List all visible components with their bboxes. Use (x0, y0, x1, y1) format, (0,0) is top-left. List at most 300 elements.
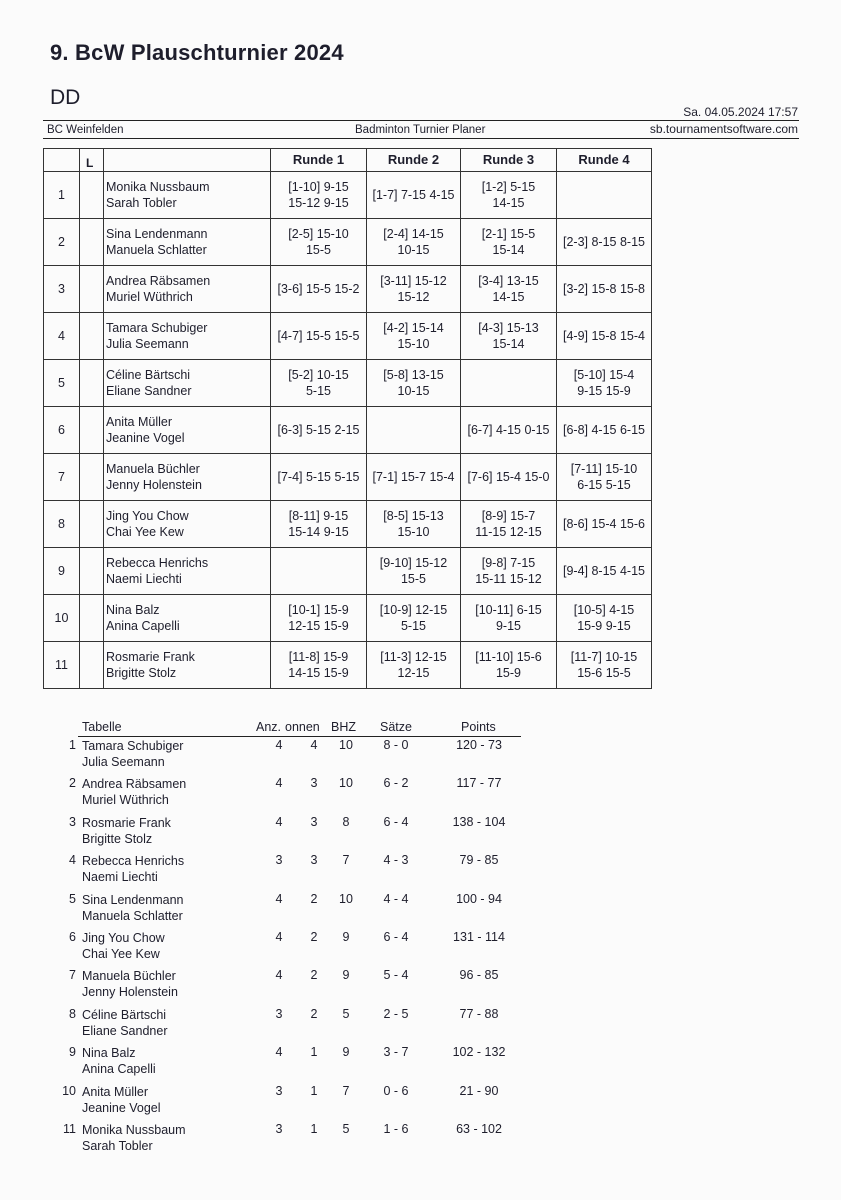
row-number: 7 (44, 454, 80, 501)
result-line: 12-15 15-9 (288, 619, 349, 633)
result-cell-round-3 (461, 454, 557, 501)
result-cell-round-1 (271, 548, 367, 595)
result-line: [4-9] 15-8 15-4 (563, 329, 645, 343)
pair-names (104, 454, 271, 501)
result-cell-round-1 (271, 595, 367, 642)
player-name: Muriel Wüthrich (82, 793, 169, 808)
standings-sets: 8 - 0 (383, 738, 409, 752)
grid-row (44, 595, 652, 642)
grid-row (44, 454, 652, 501)
standings-played: 4 (275, 1045, 283, 1060)
grid-row (44, 313, 652, 360)
standings-row (0, 815, 841, 853)
result-line: [2-1] 15-5 (481, 227, 536, 241)
grid-row (44, 407, 652, 454)
player-name: Naemi Liechti (82, 870, 158, 885)
header-names (104, 149, 271, 172)
result-line: 6-15 5-15 (577, 478, 631, 492)
row-l-cell (80, 595, 104, 642)
standings-title: Tabelle (82, 720, 122, 734)
grid-row (44, 501, 652, 548)
result-line: 11-15 12-15 (475, 525, 542, 539)
result-cell-round-2 (367, 454, 461, 501)
result-line: 15-14 (492, 243, 525, 257)
result-line: 10-15 (397, 243, 430, 257)
result-line: [10-1] 15-9 (288, 603, 349, 617)
row-number: 1 (44, 172, 80, 219)
result-line: [6-3] 5-15 2-15 (277, 423, 360, 437)
pair-names (104, 360, 271, 407)
result-cell-round-2 (367, 313, 461, 360)
standings-row (0, 968, 841, 1006)
standings-bhz: 7 (342, 853, 350, 868)
result-cell-round-3 (461, 642, 557, 689)
standings-pair (82, 930, 165, 962)
player-name: Jing You Chow (106, 509, 189, 523)
result-line: [9-10] 15-12 (379, 556, 448, 570)
standings-row (0, 1007, 841, 1045)
result-cell-round-1 (271, 360, 367, 407)
result-cell-round-4 (557, 501, 652, 548)
standings-won: 3 (310, 776, 318, 791)
result-cell-round-1 (271, 266, 367, 313)
grid-row (44, 172, 652, 219)
standings-sets: 1 - 6 (383, 1122, 409, 1136)
player-name: Manuela Schlatter (82, 908, 183, 923)
result-line: 15-12 (397, 290, 430, 304)
page-title: 9. BcW Plauschturnier 2024 (50, 40, 344, 65)
result-line: [6-8] 4-15 6-15 (563, 423, 645, 437)
pair-names (104, 266, 271, 313)
result-cell-round-4 (557, 313, 652, 360)
standings-header-bhz: BHZ (331, 720, 356, 734)
player-name: Jenny Holenstein (106, 478, 202, 492)
standings-sets: 3 - 7 (383, 1045, 409, 1060)
standings-header-won: onnen (285, 720, 320, 734)
result-line: 14-15 (492, 196, 525, 210)
standings-played: 3 (275, 1006, 283, 1021)
result-cell-round-4 (557, 595, 652, 642)
standings-bhz: 10 (339, 891, 353, 906)
standings-bhz: 7 (342, 1083, 350, 1098)
pair-names (104, 642, 271, 689)
standings-won: 1 (310, 1045, 318, 1060)
standings-won: 3 (310, 814, 318, 829)
result-cell-round-4 (557, 172, 652, 219)
player-name: Andrea Räbsamen (106, 274, 211, 288)
result-line: [3-6] 15-5 15-2 (277, 282, 360, 296)
standings-pair (82, 968, 178, 1000)
row-l-cell (80, 313, 104, 360)
grid-row (44, 266, 652, 313)
result-cell-round-1 (271, 642, 367, 689)
standings-rank: 8 (69, 1006, 76, 1021)
result-line: [2-4] 14-15 (383, 227, 444, 241)
result-line: [10-5] 4-15 (573, 603, 635, 617)
result-line: 15-10 (397, 337, 430, 351)
player-name: Monika Nussbaum (106, 180, 210, 194)
standings-row (0, 738, 841, 776)
standings-sets: 6 - 4 (383, 930, 409, 944)
standings-pair (82, 1045, 156, 1077)
result-cell-round-3 (461, 501, 557, 548)
result-line: [4-3] 15-13 (478, 321, 539, 335)
standings-played: 4 (275, 891, 283, 906)
standings-row (0, 892, 841, 930)
header-l: L (80, 149, 104, 172)
standings-won: 2 (310, 891, 318, 906)
player-name: Chai Yee Kew (82, 947, 160, 961)
grid-row (44, 219, 652, 266)
player-name: Céline Bärtschi (106, 368, 191, 382)
standings-pair (82, 815, 171, 847)
player-name: Manuela Büchler (106, 462, 200, 476)
standings-bhz: 10 (339, 776, 353, 791)
pair-names (104, 501, 271, 548)
result-line: [11-7] 10-15 (570, 650, 638, 664)
result-cell-round-2 (367, 219, 461, 266)
standings-rank: 9 (69, 1045, 76, 1060)
pair-names (104, 548, 271, 595)
standings-bhz: 9 (342, 930, 350, 944)
standings-points: 102 - 132 (452, 1045, 506, 1060)
result-line: [6-7] 4-15 0-15 (467, 423, 550, 437)
standings-won: 1 (310, 1122, 318, 1136)
standings-bhz: 9 (342, 1045, 350, 1060)
print-datetime: Sa. 04.05.2024 17:57 (683, 105, 798, 119)
player-name: Jenny Holenstein (82, 985, 178, 1000)
header-round-2: Runde 2 (367, 149, 461, 172)
standings-won: 1 (310, 1083, 318, 1098)
result-cell-round-2 (367, 501, 461, 548)
player-name: Julia Seemann (106, 337, 189, 351)
result-line: 15-11 15-12 (475, 572, 542, 586)
player-name: Sarah Tobler (106, 196, 177, 210)
standings-points: 79 - 85 (459, 853, 499, 868)
result-cell-round-3 (461, 360, 557, 407)
standings-points: 131 - 114 (453, 930, 505, 944)
standings-rank: 4 (69, 853, 76, 868)
player-name: Rosmarie Frank (82, 815, 171, 830)
result-line: [11-3] 12-15 (380, 650, 447, 664)
player-name: Anita Müller (82, 1084, 148, 1099)
result-cell-round-1 (271, 219, 367, 266)
player-name: Jeanine Vogel (106, 431, 185, 445)
result-cell-round-3 (461, 407, 557, 454)
player-name: Brigitte Stolz (82, 831, 153, 846)
player-name: Sarah Tobler (82, 1139, 153, 1153)
standings-played: 4 (275, 968, 283, 983)
standings-won: 3 (310, 853, 318, 868)
standings-won: 2 (310, 930, 318, 944)
row-l-cell (80, 219, 104, 266)
result-line: [5-2] 10-15 (288, 368, 349, 382)
result-line: [1-7] 7-15 4-15 (372, 188, 455, 202)
standings-rank: 1 (69, 738, 76, 752)
result-line: [2-3] 8-15 8-15 (563, 235, 645, 249)
standings-won: 4 (310, 738, 318, 752)
grid-header-row (44, 149, 652, 172)
result-line: [7-6] 15-4 15-0 (467, 470, 550, 484)
result-line: 14-15 15-9 (288, 666, 349, 680)
result-line: [8-5] 15-13 (383, 509, 444, 523)
result-cell-round-3 (461, 266, 557, 313)
standings-rank: 3 (69, 814, 76, 829)
row-number: 10 (44, 595, 80, 642)
player-name: Rebecca Henrichs (106, 556, 209, 570)
result-cell-round-1 (271, 407, 367, 454)
standings-pair (82, 1084, 161, 1116)
result-line: [3-2] 15-8 15-8 (563, 282, 645, 296)
standings-points: 96 - 85 (459, 968, 499, 983)
standings-bhz: 5 (342, 1122, 350, 1136)
standings-played: 3 (275, 1083, 283, 1098)
standings-bhz: 5 (342, 1006, 350, 1021)
standings-sets: 2 - 5 (383, 1006, 409, 1021)
result-cell-round-3 (461, 595, 557, 642)
result-line: 5-15 (305, 384, 332, 398)
standings-played: 4 (275, 930, 283, 944)
pair-names (104, 407, 271, 454)
standings-rule (78, 736, 521, 737)
result-line: 15-5 (400, 572, 427, 586)
row-number: 4 (44, 313, 80, 360)
result-cell-round-4 (557, 454, 652, 501)
standings-header-played: Anz. (256, 720, 282, 734)
standings-bhz: 10 (339, 738, 353, 752)
standings-row (0, 1122, 841, 1160)
result-line: 15-9 9-15 (577, 619, 631, 633)
event-code: DD (50, 86, 81, 109)
result-cell-round-2 (367, 548, 461, 595)
player-name: Eliane Sandner (106, 384, 192, 398)
player-name: Julia Seemann (82, 755, 165, 769)
player-name: Muriel Wüthrich (106, 290, 193, 304)
player-name: Sina Lendenmann (82, 892, 184, 907)
header-rule-top (43, 120, 799, 121)
result-line: [8-11] 9-15 (288, 509, 349, 523)
standings-row (0, 1084, 841, 1122)
standings-row (0, 930, 841, 968)
player-name: Monika Nussbaum (82, 1123, 186, 1137)
result-cell-round-4 (557, 360, 652, 407)
standings-played: 4 (275, 738, 283, 752)
standings-rank: 10 (62, 1083, 76, 1098)
player-name: Anina Capelli (106, 619, 180, 633)
result-line: [10-11] 6-15 (475, 603, 542, 617)
result-line: [10-9] 12-15 (379, 603, 448, 617)
result-line: 15-10 (397, 525, 430, 539)
row-number: 8 (44, 501, 80, 548)
row-number: 3 (44, 266, 80, 313)
standings-won: 2 (310, 968, 318, 983)
pair-names (104, 595, 271, 642)
pair-names (104, 172, 271, 219)
result-cell-round-1 (271, 501, 367, 548)
standings-won: 2 (310, 1006, 318, 1021)
standings-sets: 6 - 2 (383, 776, 409, 791)
player-name: Eliane Sandner (82, 1023, 168, 1038)
standings-points: 63 - 102 (456, 1122, 502, 1136)
row-number: 2 (44, 219, 80, 266)
standings-played: 3 (275, 1122, 283, 1136)
result-cell-round-2 (367, 360, 461, 407)
result-line: [1-10] 9-15 (288, 180, 349, 194)
standings-bhz: 8 (342, 814, 350, 829)
row-l-cell (80, 454, 104, 501)
player-name: Tamara Schubiger (106, 321, 208, 335)
player-name: Brigitte Stolz (106, 666, 177, 680)
result-cell-round-4 (557, 548, 652, 595)
result-line: [5-8] 13-15 (383, 368, 444, 382)
result-line: [7-11] 15-10 (570, 462, 638, 476)
result-line: 12-15 (397, 666, 430, 680)
result-line: 15-14 9-15 (288, 525, 349, 539)
result-line: 15-6 15-5 (577, 666, 631, 680)
player-name: Naemi Liechti (106, 572, 182, 586)
player-name: Anina Capelli (82, 1062, 156, 1077)
row-l-cell (80, 172, 104, 219)
player-name: Rebecca Henrichs (82, 854, 185, 869)
standings-points: 117 - 77 (456, 776, 502, 791)
result-line: [8-9] 15-7 (481, 509, 536, 523)
result-cell-round-4 (557, 407, 652, 454)
player-name: Manuela Büchler (82, 969, 176, 984)
result-cell-round-2 (367, 642, 461, 689)
player-name: Jeanine Vogel (82, 1100, 161, 1115)
result-line: [3-4] 13-15 (478, 274, 539, 288)
result-line: [9-8] 7-15 (481, 556, 536, 570)
player-name: Nina Balz (106, 603, 160, 617)
row-l-cell (80, 266, 104, 313)
row-l-cell (80, 642, 104, 689)
result-line: 15-5 (305, 243, 332, 257)
player-name: Andrea Räbsamen (82, 777, 187, 792)
grid-row (44, 360, 652, 407)
standings-pair (82, 738, 183, 770)
header-round-1: Runde 1 (271, 149, 367, 172)
result-cell-round-1 (271, 454, 367, 501)
result-line: [1-2] 5-15 (481, 180, 536, 194)
standings-rank: 11 (63, 1122, 76, 1136)
standings-points: 100 - 94 (456, 891, 502, 906)
result-line: [7-4] 5-15 5-15 (277, 470, 360, 484)
standings-pair (82, 1122, 186, 1154)
result-cell-round-2 (367, 172, 461, 219)
result-line: 15-9 (495, 666, 522, 680)
result-line: [2-5] 15-10 (288, 227, 349, 241)
result-line: [11-8] 15-9 (288, 650, 349, 664)
player-name: Anita Müller (106, 415, 172, 429)
grid-row (44, 548, 652, 595)
standings-points: 21 - 90 (459, 1083, 499, 1098)
header-round-3: Runde 3 (461, 149, 557, 172)
row-l-cell (80, 548, 104, 595)
result-cell-round-2 (367, 595, 461, 642)
result-cell-round-1 (271, 313, 367, 360)
player-name: Chai Yee Kew (106, 525, 184, 539)
standings-sets: 4 - 3 (383, 853, 409, 868)
result-cell-round-1 (271, 172, 367, 219)
standings-points: 138 - 104 (452, 814, 506, 829)
row-l-cell (80, 501, 104, 548)
player-name: Tamara Schubiger (82, 739, 184, 753)
result-line: [5-10] 15-4 (573, 368, 635, 382)
result-cell-round-3 (461, 172, 557, 219)
header-round-4: Runde 4 (557, 149, 652, 172)
result-line: 5-15 (400, 619, 427, 633)
player-name: Rosmarie Frank (106, 650, 195, 664)
standings-header-points: Points (461, 720, 496, 734)
header-number (44, 149, 80, 172)
website: sb.tournamentsoftware.com (649, 122, 798, 136)
standings-sets: 0 - 6 (383, 1083, 409, 1098)
standings-points: 77 - 88 (459, 1006, 499, 1021)
result-cell-round-3 (461, 219, 557, 266)
standings-row (0, 776, 841, 814)
standings-points: 120 - 73 (456, 738, 502, 752)
row-number: 5 (44, 360, 80, 407)
result-line: 9-15 (495, 619, 522, 633)
standings-rank: 5 (69, 891, 76, 906)
standings-row (0, 1045, 841, 1083)
result-cell-round-4 (557, 219, 652, 266)
grid-row (44, 642, 652, 689)
standings-rank: 2 (69, 776, 76, 791)
result-line: 15-14 (492, 337, 525, 351)
result-line: [4-7] 15-5 15-5 (277, 329, 360, 343)
result-line: 10-15 (397, 384, 430, 398)
row-l-cell (80, 360, 104, 407)
result-line: [4-2] 15-14 (383, 321, 444, 335)
standings-played: 4 (275, 776, 283, 791)
standings-pair (82, 853, 184, 885)
result-cell-round-4 (557, 642, 652, 689)
player-name: Jing You Chow (82, 931, 165, 945)
player-name: Manuela Schlatter (106, 243, 207, 257)
result-line: [9-4] 8-15 4-15 (563, 564, 645, 578)
player-name: Nina Balz (82, 1046, 136, 1061)
standings-bhz: 9 (342, 968, 350, 983)
standings-pair (82, 892, 183, 924)
standings-sets: 4 - 4 (383, 891, 409, 906)
row-number: 6 (44, 407, 80, 454)
club-name: BC Weinfelden (47, 124, 124, 136)
standings-rank: 7 (69, 968, 76, 983)
standings-header-sets: Sätze (380, 720, 412, 734)
standings-played: 3 (275, 853, 283, 868)
result-cell-round-2 (367, 266, 461, 313)
player-name: Céline Bärtschi (82, 1007, 167, 1022)
result-line: 14-15 (492, 290, 525, 304)
result-line: [8-6] 15-4 15-6 (563, 517, 645, 531)
software-name: Badminton Turnier Planer (355, 124, 486, 136)
standings-rank: 6 (69, 930, 76, 944)
standings-row (0, 853, 841, 891)
result-line: [7-1] 15-7 15-4 (372, 470, 455, 484)
row-number: 11 (44, 642, 80, 689)
result-line: [11-10] 15-6 (475, 650, 542, 664)
result-cell-round-4 (557, 266, 652, 313)
round-robin-grid (43, 148, 652, 689)
standings-played: 4 (275, 814, 283, 829)
result-cell-round-3 (461, 313, 557, 360)
result-line: 9-15 15-9 (577, 384, 631, 398)
result-line: 15-12 9-15 (288, 196, 349, 210)
standings-pair (82, 776, 186, 808)
result-cell-round-3 (461, 548, 557, 595)
pair-names (104, 313, 271, 360)
